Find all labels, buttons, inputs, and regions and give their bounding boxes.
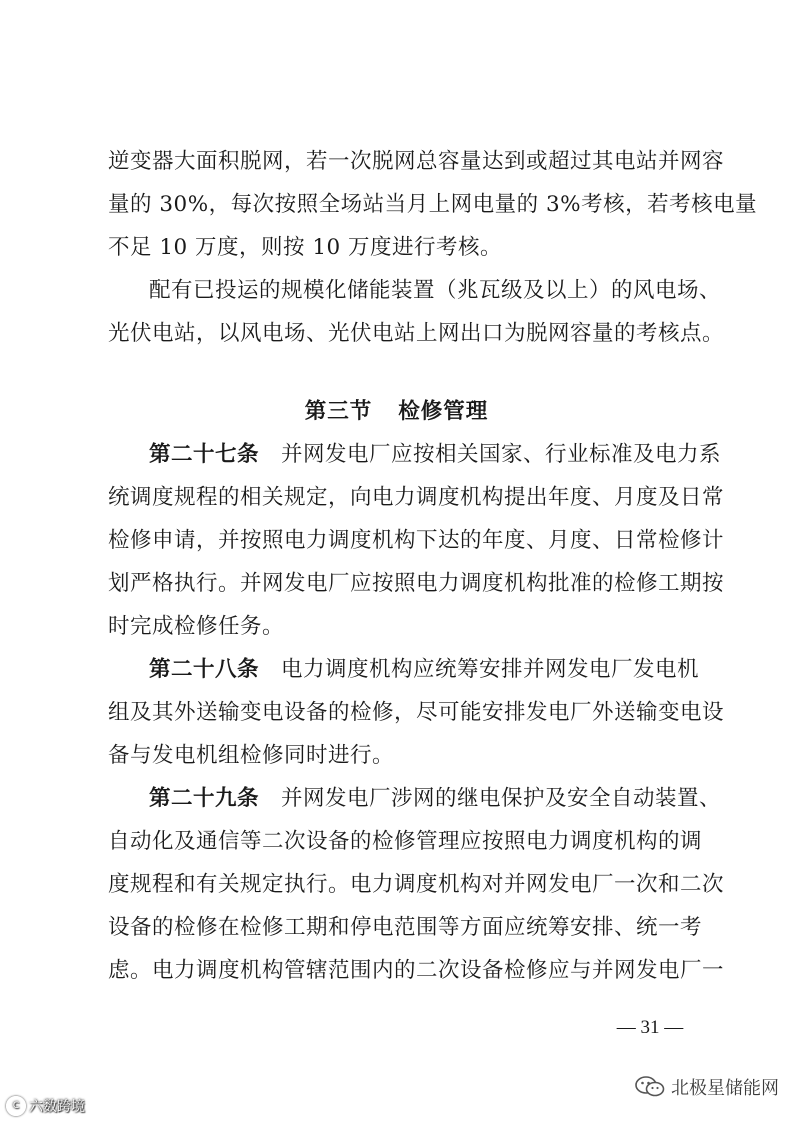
body-text-line: 量的 30%，每次按照全场站当月上网电量的 3%考核，若考核电量 [108,192,758,217]
body-text-line: 逆变器大面积脱网，若一次脱网总容量达到或超过其电站并网容 [108,149,725,174]
body-text-line: 不足 10 万度，则按 10 万度进行考核。 [108,235,503,260]
body-text-line: 配有已投运的规模化储能装置（兆瓦级及以上）的风电场、 [149,278,722,303]
article-text: 并网发电厂涉网的继电保护及安全自动装置、 [281,786,722,811]
body-text-line: 划严格执行。并网发电厂应按照电力调度机构批准的检修工期按 [108,571,725,596]
section-heading [0,392,793,432]
section-title: 检修管理 [398,399,489,424]
article-first-line [149,779,722,819]
watermark-right [635,1074,779,1100]
article-label: 第二十七条 [149,442,260,467]
body-text-line: 检修申请，并按照电力调度机构下达的年度、月度、日常检修计 [108,528,725,553]
body-text-line: 统调度规程的相关规定，向电力调度机构提出年度、月度及日常 [108,485,725,510]
article-label: 第二十九条 [149,786,260,811]
body-text-line: 组及其外送输变电设备的检修，尽可能安排发电厂外送输变电设 [108,700,725,725]
page-number: — 31 — [616,1017,684,1038]
body-text-line: 时完成检修任务。 [108,614,285,639]
article-label: 第二十八条 [149,657,260,682]
article-first-line [149,650,700,690]
article-text: 并网发电厂应按相关国家、行业标准及电力系 [281,442,722,467]
copyright-circle-icon: C [6,1096,26,1116]
article-text: 电力调度机构应统筹安排并网发电厂发电机 [281,657,700,682]
section-number: 第三节 [304,399,373,424]
watermark-left-text: 六数跨境 [29,1099,85,1115]
article-first-line [149,435,722,475]
body-text-line: 备与发电机组检修同时进行。 [108,743,395,768]
watermark-left [6,1096,85,1116]
wechat-icon [635,1075,665,1099]
watermark-right-text: 北极星储能网 [671,1078,779,1099]
body-text-line: 度规程和有关规定执行。电力调度机构对并网发电厂一次和二次 [108,872,725,897]
body-text-line: 虑。电力调度机构管辖范围内的二次设备检修应与并网发电厂一 [108,958,725,983]
body-text-line: 自动化及通信等二次设备的检修管理应按照电力调度机构的调 [108,829,703,854]
body-text-line: 光伏电站，以风电场、光伏电站上网出口为脱网容量的考核点。 [108,321,725,346]
body-text-line: 设备的检修在检修工期和停电范围等方面应统筹安排、统一考 [108,915,703,940]
